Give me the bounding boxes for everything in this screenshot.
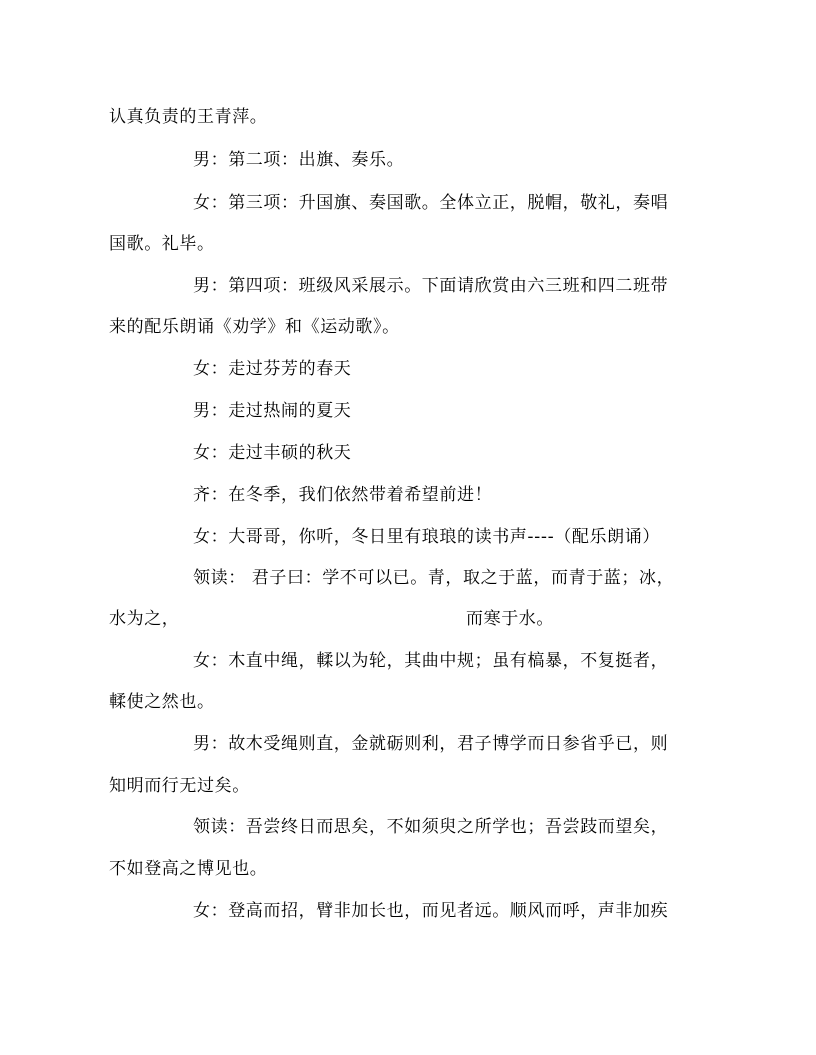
text-line: 认真负责的王青萍。 xyxy=(109,107,268,127)
text-line: 而寒于水。 xyxy=(466,609,554,629)
text-line: 女：走过丰硕的秋天 xyxy=(193,443,352,463)
text-line: 不如登高之博见也。 xyxy=(109,859,268,879)
text-line: 輮使之然也。 xyxy=(109,692,215,712)
text-line: 男：第四项：班级风采展示。下面请欣赏由六三班和四二班带 xyxy=(193,276,669,296)
text-line: 男：第二项：出旗、奏乐。 xyxy=(193,150,405,170)
text-line: 女：木直中绳，輮以为轮，其曲中规；虽有槁暴，不复挺者， xyxy=(193,651,669,671)
text-line: 领读：吾尝终日而思矣，不如须臾之所学也；吾尝跂而望矣， xyxy=(193,817,669,837)
text-line: 齐：在冬季，我们依然带着希望前进！ xyxy=(193,485,493,505)
text-line: 知明而行无过矣。 xyxy=(109,776,250,796)
text-line: 国歌。礼毕。 xyxy=(109,234,215,254)
text-line: 领读： 君子曰：学不可以已。青，取之于蓝，而青于蓝；冰， xyxy=(193,568,675,588)
text-line: 男：走过热闹的夏天 xyxy=(193,401,352,421)
text-line: 女：登高而招，臂非加长也，而见者远。顺风而呼，声非加疾 xyxy=(193,901,669,921)
text-line: 女：大哥哥，你听，冬日里有琅琅的读书声----（配乐朗诵） xyxy=(193,527,660,547)
text-line: 女：走过芬芳的春天 xyxy=(193,359,352,379)
text-line: 来的配乐朗诵《劝学》和《运动歌》。 xyxy=(109,317,400,337)
text-line: 女：第三项：升国旗、奏国歌。全体立正，脱帽，敬礼，奏唱 xyxy=(193,193,669,213)
text-line: 男：故木受绳则直，金就砺则利，君子博学而日参省乎已，则 xyxy=(193,734,669,754)
text-line: 水为之， xyxy=(109,609,180,629)
